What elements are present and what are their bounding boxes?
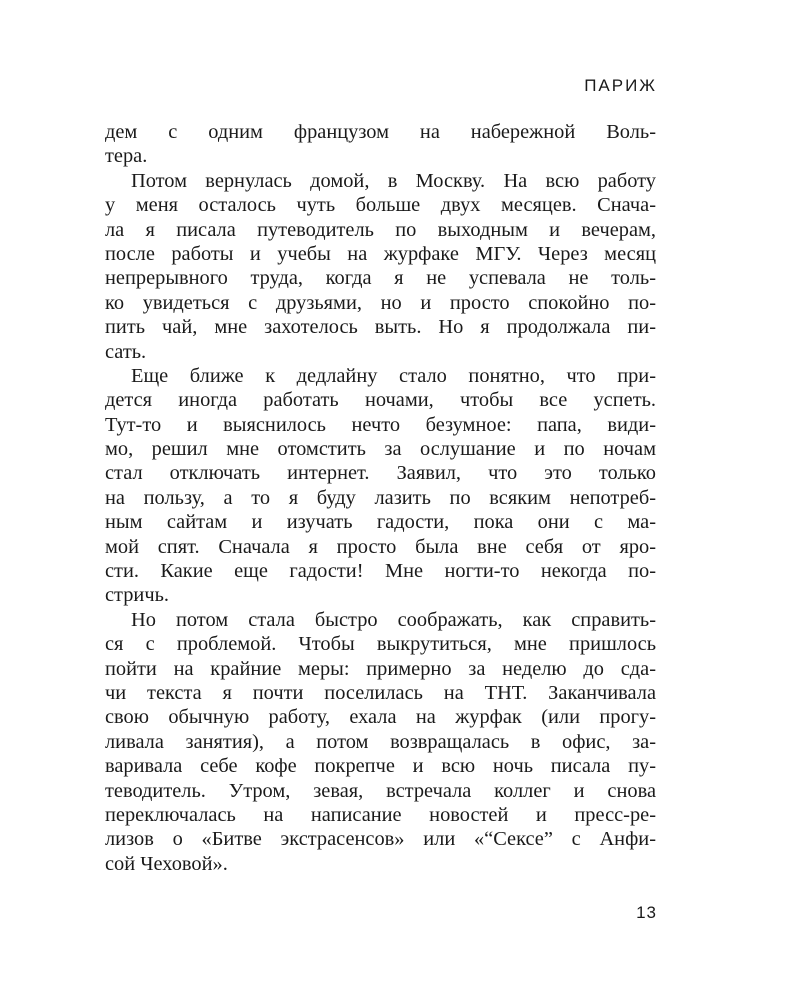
running-head: ПАРИЖ: [584, 76, 657, 95]
body-text: [105, 120, 656, 876]
text-line: Еще ближе к дедлайну стало понятно, что при-: [131, 364, 656, 387]
text-line: ся с проблемой. Чтобы выкрутиться, мне пришлось: [105, 633, 656, 656]
text-line: Тут-то и выяснилось нечто безумное: папа, види-: [105, 413, 656, 436]
text-line: после работы и учебы на журфаке МГУ. Через месяц: [105, 242, 656, 265]
text-line: пить чай, мне захотелось выть. Но я продолжала пи-: [105, 316, 656, 339]
text-line: стал отключать интернет. Заявил, что это только: [105, 462, 656, 485]
text-line: сой Чеховой».: [105, 852, 228, 875]
text-line: ко увидеться с друзьями, но и просто спокойно по-: [105, 291, 656, 314]
text-line: чи текста я почти поселилась на ТНТ. Заканчивала: [105, 681, 656, 704]
text-line: на пользу, а то я буду лазить по всяким непотреб-: [105, 486, 656, 509]
text-line: Потом вернулась домой, в Москву. На всю работу: [131, 169, 656, 192]
text-line: пойти на крайние меры: примерно за неделю до сда-: [105, 657, 656, 680]
text-line: ла я писала путеводитель по выходным и вечерам,: [105, 218, 656, 241]
text-line: стричь.: [105, 584, 169, 607]
text-line: сти. Какие еще гадости! Мне ногти-то некогда по-: [105, 560, 656, 583]
text-line: сать.: [105, 340, 147, 363]
page-number: 13: [636, 903, 657, 922]
text-line: ливала занятия), а потом возвращалась в офис, за-: [105, 730, 656, 753]
text-line: лизов о «Битве экстрасенсов» или «“Сексе” с Анфи-: [105, 828, 656, 851]
text-line: дем с одним французом на набережной Воль-: [105, 121, 656, 143]
text-line: свою обычную работу, ехала на журфак (или прогу-: [105, 706, 656, 729]
text-line: непрерывного труда, когда я не успевала не толь-: [105, 267, 656, 290]
text-line: варивала себе кофе покрепче и всю ночь писала пу-: [105, 755, 656, 778]
text-line: мой спят. Сначала я просто была вне себя от яро-: [105, 535, 656, 558]
text-line: Но потом стала быстро соображать, как справить-: [131, 608, 656, 631]
text-line: у меня осталось чуть больше двух месяцев. Снача-: [105, 194, 656, 217]
text-line: переключалась на написание новостей и пресс-ре-: [105, 803, 656, 826]
text-line: мо, решил мне отомстить за ослушание и по ночам: [105, 438, 656, 461]
text-line: ным сайтам и изучать гадости, пока они с ма-: [105, 511, 656, 534]
text-line: тера.: [105, 145, 148, 168]
text-line: теводитель. Утром, зевая, встречала коллег и снова: [105, 779, 656, 802]
text-line: дется иногда работать ночами, чтобы все успеть.: [105, 389, 656, 412]
